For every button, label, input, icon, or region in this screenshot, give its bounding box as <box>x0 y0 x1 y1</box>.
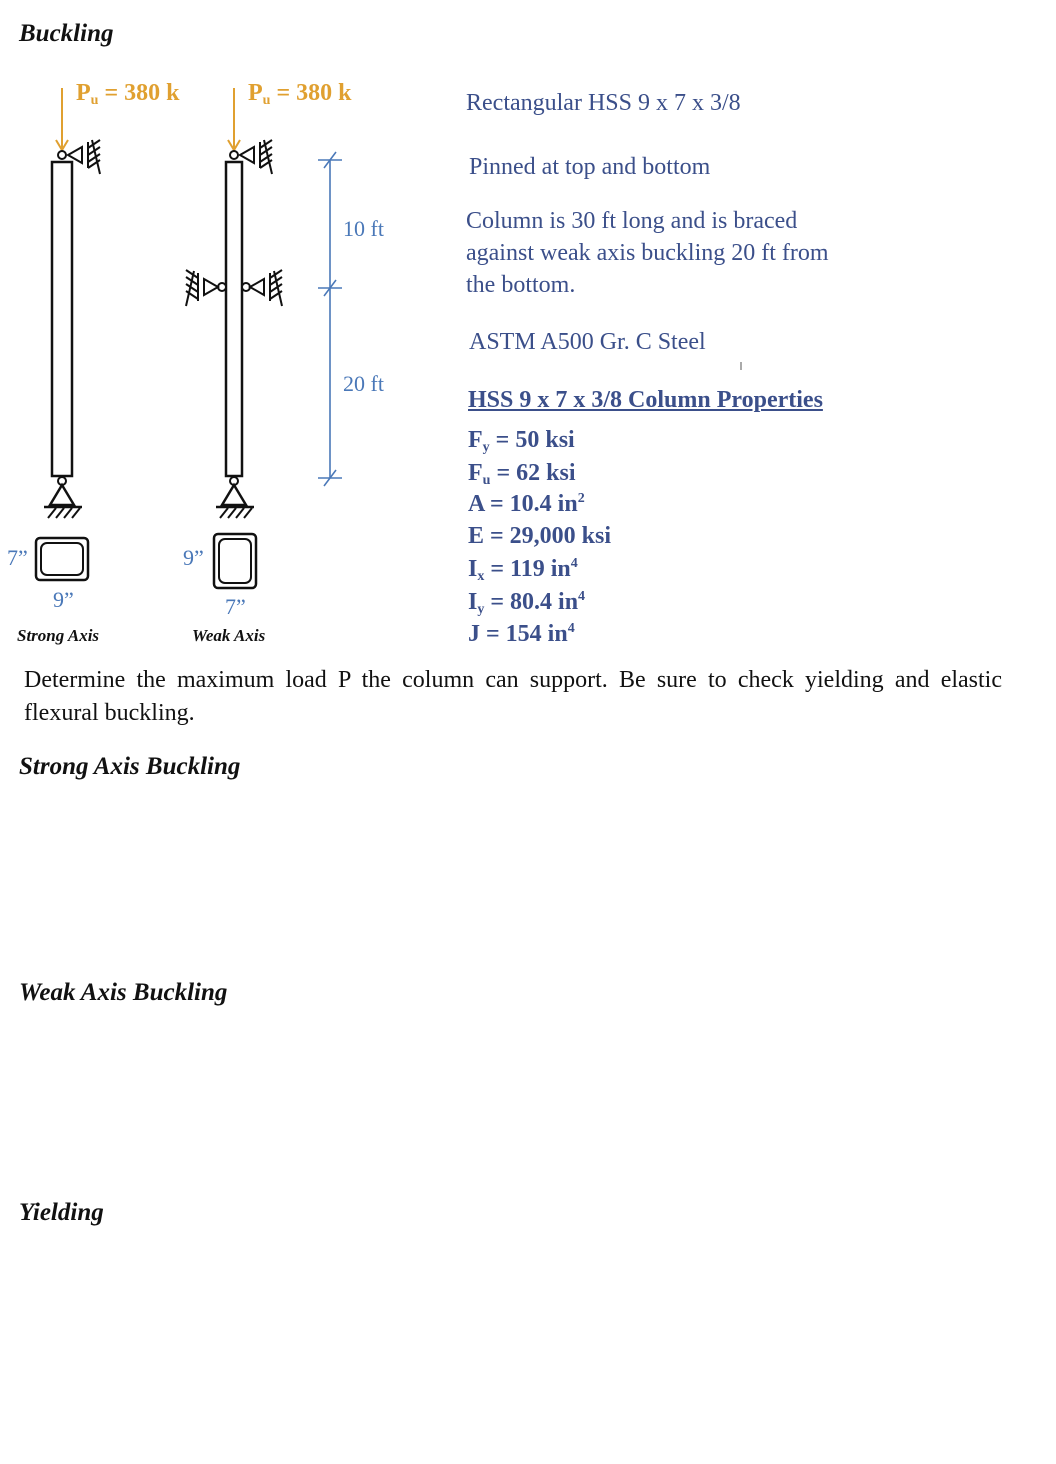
strong-axis-buckling-heading: Strong Axis Buckling <box>19 753 241 780</box>
roller-support-icon <box>240 147 254 163</box>
property-area: A = 10.4 $in^2$ <box>468 491 585 517</box>
dimension-bottom-label: 20 ft <box>343 371 384 396</box>
property-ix: $I_x = 119$ $in^4$ <box>468 556 578 584</box>
dimension-line <box>318 152 342 486</box>
yielding-heading: Yielding <box>19 1199 104 1226</box>
problem-statement: Determine the maximum load P the column can support. Be sure to check yielding and elastic flexural buckling. <box>24 667 1002 726</box>
mid-brace-left-icon <box>186 270 226 306</box>
section-description: Rectangular HSS 9 x 7 x 3/8 <box>466 90 741 116</box>
weak-axis-column <box>186 88 282 518</box>
strong-axis-label: Strong Axis <box>17 626 100 645</box>
support-description: Pinned at top and bottom <box>469 154 711 180</box>
weak-axis-buckling-heading: Weak Axis Buckling <box>19 979 228 1006</box>
property-modulus: E = 29,000 ksi <box>468 523 612 549</box>
buckling-heading: Buckling <box>19 20 114 47</box>
dimension-top-label: 10 ft <box>343 216 384 241</box>
top-pin-icon <box>58 151 66 159</box>
bracing-description: Column is 30 ft long and is braced against weak axis buckling 20 ft from the bottom. <box>466 208 829 298</box>
property-fy: $F_y = 50$ ksi <box>468 427 575 455</box>
strong-section-bottom-dim: 9” <box>53 587 74 612</box>
roller-support-icon <box>68 147 82 163</box>
strong-axis-section <box>36 538 88 580</box>
weak-axis-label: Weak Axis <box>192 626 266 645</box>
bottom-pin-support-icon <box>222 485 246 505</box>
weak-section-side-dim: 9” <box>183 545 204 570</box>
properties-title: HSS 9 x 7 x 3/8 Column Properties <box>468 387 823 413</box>
column-member <box>52 162 72 476</box>
weak-section-bottom-dim: 7” <box>225 594 246 619</box>
bottom-pin-support-icon <box>50 485 74 505</box>
load-label-left: $P_u = 380$ k <box>76 80 180 108</box>
weak-axis-section <box>214 534 256 588</box>
mid-brace-right-icon <box>242 270 282 306</box>
property-iy: $I_y = 80.4$ $in^4$ <box>468 589 586 617</box>
load-label-right: $P_u = 380$ k <box>248 80 352 108</box>
column-member <box>226 162 242 476</box>
strong-axis-column <box>44 88 100 518</box>
property-fu: $F_u = 62$ ksi <box>468 460 576 488</box>
material-description: ASTM A500 Gr. C Steel <box>469 329 706 355</box>
property-j: J = 154 $in^4$ <box>468 621 575 647</box>
strong-section-side-dim: 7” <box>7 545 28 570</box>
